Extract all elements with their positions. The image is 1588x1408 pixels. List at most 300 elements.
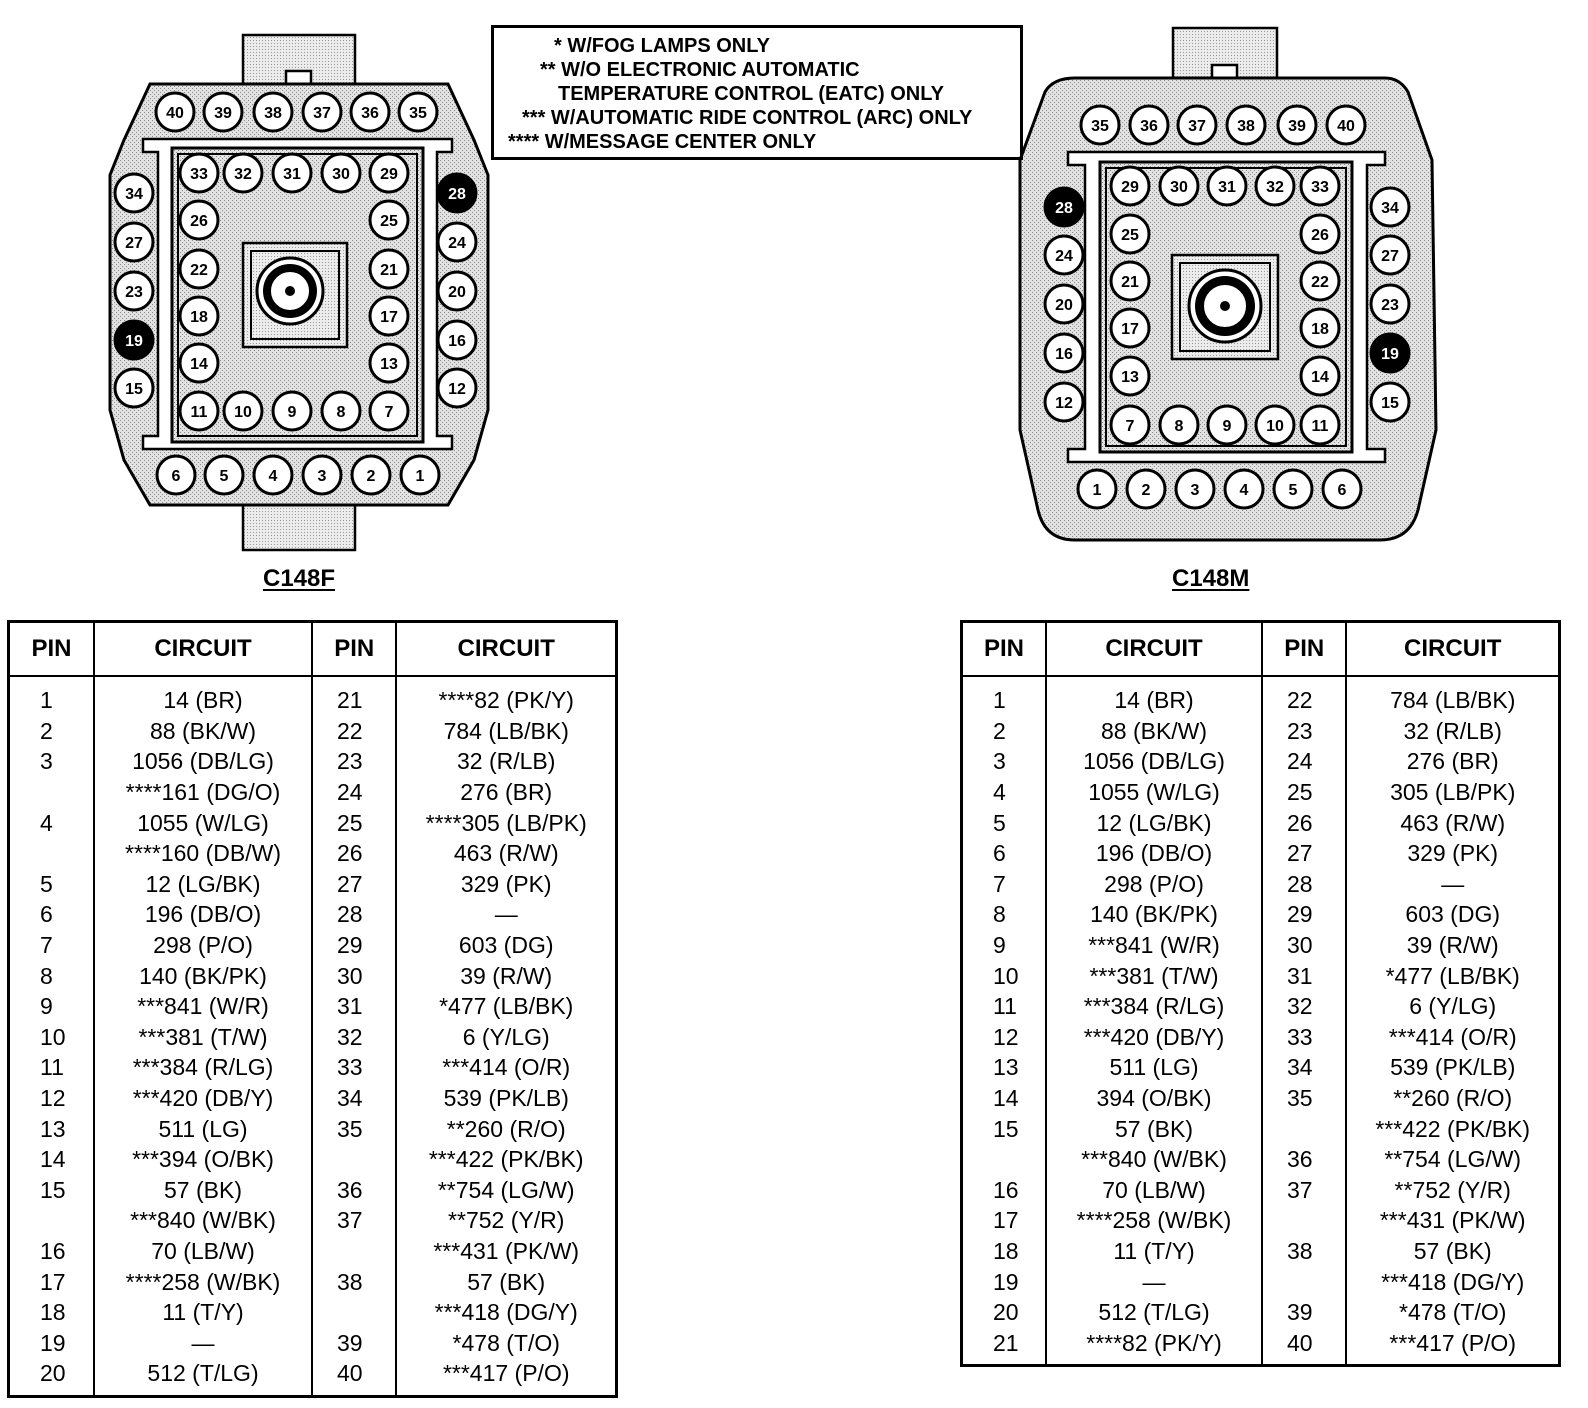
pin-25-label: 25 bbox=[380, 213, 398, 230]
pin-cell: 40 bbox=[1262, 1327, 1346, 1365]
pin-cell: 37 bbox=[312, 1205, 396, 1236]
pin-4-label: 4 bbox=[268, 468, 278, 485]
circuit-cell: ****305 (LB/PK) bbox=[396, 807, 616, 838]
circuit-cell: 57 (BK) bbox=[94, 1175, 312, 1206]
pin-38-label: 38 bbox=[264, 105, 282, 122]
pin-cell: 38 bbox=[1262, 1236, 1346, 1267]
pin-7-label: 7 bbox=[384, 404, 394, 421]
header-circuit: CIRCUIT bbox=[396, 622, 616, 677]
pin-21-label: 21 bbox=[380, 262, 398, 279]
circuit-cell: 511 (LG) bbox=[1046, 1052, 1262, 1083]
pin-27-label: 27 bbox=[1381, 248, 1399, 265]
pin-20-label: 20 bbox=[1055, 297, 1073, 314]
pin-cell: 36 bbox=[1262, 1144, 1346, 1175]
pin-30-label: 30 bbox=[332, 166, 350, 183]
pin-22-label: 22 bbox=[190, 262, 208, 279]
pin-1-label: 1 bbox=[1092, 482, 1102, 499]
pin-cell: 4 bbox=[962, 777, 1047, 808]
pin-cell: 7 bbox=[962, 869, 1047, 900]
pin-36-label: 36 bbox=[1140, 118, 1158, 135]
table-row bbox=[9, 1205, 617, 1236]
table-header-row bbox=[9, 622, 617, 677]
circuit-cell: 196 (DB/O) bbox=[94, 899, 312, 930]
pin-cell: 10 bbox=[9, 1022, 95, 1053]
pin-cell bbox=[1262, 1266, 1346, 1297]
circuit-cell: ***417 (P/O) bbox=[396, 1358, 616, 1396]
pin-cell: 35 bbox=[1262, 1083, 1346, 1114]
table-row bbox=[962, 1297, 1560, 1328]
pin-7-label: 7 bbox=[1125, 418, 1135, 435]
pin-cell: 18 bbox=[9, 1297, 95, 1328]
table-row bbox=[962, 716, 1560, 747]
pin-cell bbox=[962, 1144, 1047, 1175]
pin-2-label: 2 bbox=[366, 468, 376, 485]
table-row bbox=[962, 746, 1560, 777]
pin-30-label: 30 bbox=[1170, 179, 1188, 196]
table-row bbox=[962, 869, 1560, 900]
circuit-cell: 57 (BK) bbox=[1346, 1236, 1559, 1267]
legend-box bbox=[491, 25, 1023, 160]
circuit-cell: ***384 (R/LG) bbox=[1046, 991, 1262, 1022]
circuit-cell: *477 (LB/BK) bbox=[1346, 960, 1559, 991]
table-row bbox=[962, 1022, 1560, 1053]
circuit-cell: 140 (BK/PK) bbox=[94, 960, 312, 991]
pin-cell: 1 bbox=[9, 676, 95, 716]
pin-cell: 32 bbox=[1262, 991, 1346, 1022]
circuit-cell: 539 (PK/LB) bbox=[1346, 1052, 1559, 1083]
table-row bbox=[9, 1175, 617, 1206]
pin-11-label: 11 bbox=[190, 404, 208, 421]
pin-cell: 11 bbox=[962, 991, 1047, 1022]
circuit-cell: **754 (LG/W) bbox=[1346, 1144, 1559, 1175]
pin-cell: 38 bbox=[312, 1266, 396, 1297]
header-circuit: CIRCUIT bbox=[94, 622, 312, 677]
pin-34-label: 34 bbox=[1381, 200, 1399, 217]
circuit-cell: 276 (BR) bbox=[396, 777, 616, 808]
pin-cell: 39 bbox=[312, 1327, 396, 1358]
pin-cell: 26 bbox=[1262, 807, 1346, 838]
table-row bbox=[962, 1083, 1560, 1114]
pin-cell bbox=[312, 1297, 396, 1328]
pin-cell: 7 bbox=[9, 930, 95, 961]
pin-5-label: 5 bbox=[219, 468, 229, 485]
pin-29-label: 29 bbox=[1121, 179, 1139, 196]
table-row bbox=[9, 930, 617, 961]
table-row bbox=[9, 716, 617, 747]
circuit-cell: ***840 (W/BK) bbox=[1046, 1144, 1262, 1175]
pin-31-label: 31 bbox=[283, 166, 301, 183]
connector-c148f bbox=[110, 35, 488, 550]
header-pin: PIN bbox=[312, 622, 396, 677]
circuit-cell: 70 (LB/W) bbox=[94, 1236, 312, 1267]
pin-24-label: 24 bbox=[448, 235, 466, 252]
circuit-cell: 57 (BK) bbox=[1046, 1113, 1262, 1144]
pin-cell: 16 bbox=[9, 1236, 95, 1267]
pin-cell: 13 bbox=[962, 1052, 1047, 1083]
circuit-cell: 39 (R/W) bbox=[396, 960, 616, 991]
circuit-cell: ****82 (PK/Y) bbox=[1046, 1327, 1262, 1365]
pin-cell: 37 bbox=[1262, 1175, 1346, 1206]
pin-cell: 34 bbox=[312, 1083, 396, 1114]
circuit-cell: 12 (LG/BK) bbox=[94, 869, 312, 900]
pin-cell: 6 bbox=[962, 838, 1047, 869]
circuit-cell: 1055 (W/LG) bbox=[94, 807, 312, 838]
pin-cell: 16 bbox=[962, 1175, 1047, 1206]
circuit-cell: — bbox=[1046, 1266, 1262, 1297]
pin-16-label: 16 bbox=[1055, 346, 1073, 363]
pin-23-label: 23 bbox=[1381, 297, 1399, 314]
pin-cell: 28 bbox=[1262, 869, 1346, 900]
pin-cell bbox=[9, 777, 95, 808]
circuit-cell: **260 (R/O) bbox=[1346, 1083, 1559, 1114]
pin-22-label: 22 bbox=[1311, 274, 1329, 291]
pin-3-label: 3 bbox=[1190, 482, 1200, 499]
circuit-cell: ***422 (PK/BK) bbox=[1346, 1113, 1559, 1144]
pin-8-label: 8 bbox=[336, 404, 346, 421]
circuit-cell: *477 (LB/BK) bbox=[396, 991, 616, 1022]
header-circuit: CIRCUIT bbox=[1346, 622, 1559, 677]
table-row bbox=[9, 1358, 617, 1396]
table-row bbox=[9, 1297, 617, 1328]
table-row bbox=[9, 777, 617, 808]
pin-13-label: 13 bbox=[380, 356, 398, 373]
pin-37-label: 37 bbox=[1188, 118, 1206, 135]
pin-cell: 9 bbox=[9, 991, 95, 1022]
pin-5-label: 5 bbox=[1288, 482, 1298, 499]
pin-cell: 9 bbox=[962, 930, 1047, 961]
pin-cell: 23 bbox=[312, 746, 396, 777]
table-row bbox=[962, 991, 1560, 1022]
table-row bbox=[962, 1113, 1560, 1144]
pin-cell: 29 bbox=[1262, 899, 1346, 930]
legend-line-message: **** W/MESSAGE CENTER ONLY bbox=[508, 131, 817, 153]
pin-39-label: 39 bbox=[1288, 118, 1306, 135]
circuit-cell: 14 (BR) bbox=[94, 676, 312, 716]
pin-26-label: 26 bbox=[1311, 227, 1329, 244]
pin-38-label: 38 bbox=[1237, 118, 1255, 135]
pin-cell bbox=[1262, 1205, 1346, 1236]
pin-cell: 33 bbox=[312, 1052, 396, 1083]
table-row bbox=[962, 1327, 1560, 1365]
circuit-cell: 140 (BK/PK) bbox=[1046, 899, 1262, 930]
table-row bbox=[962, 807, 1560, 838]
pin-8-label: 8 bbox=[1174, 418, 1184, 435]
pin-cell: 14 bbox=[9, 1144, 95, 1175]
circuit-cell: ***414 (O/R) bbox=[396, 1052, 616, 1083]
circuit-cell: 39 (R/W) bbox=[1346, 930, 1559, 961]
pin-cell: 10 bbox=[962, 960, 1047, 991]
pin-37-label: 37 bbox=[313, 105, 331, 122]
circuit-cell: *478 (T/O) bbox=[396, 1327, 616, 1358]
table-row bbox=[9, 991, 617, 1022]
pin-9-label: 9 bbox=[1222, 418, 1232, 435]
circuit-cell: 784 (LB/BK) bbox=[1346, 676, 1559, 716]
pin-cell: 5 bbox=[9, 869, 95, 900]
pin-33-label: 33 bbox=[190, 166, 208, 183]
table-row bbox=[9, 1144, 617, 1175]
pin-15-label: 15 bbox=[1381, 395, 1399, 412]
pin-cell: 3 bbox=[9, 746, 95, 777]
table-row bbox=[962, 777, 1560, 808]
pin-cell bbox=[312, 1236, 396, 1267]
pin-cell: 5 bbox=[962, 807, 1047, 838]
pin-cell: 17 bbox=[9, 1266, 95, 1297]
circuit-cell: ***417 (P/O) bbox=[1346, 1327, 1559, 1365]
connector-label-c148f: C148F bbox=[263, 565, 336, 592]
table-row bbox=[9, 1022, 617, 1053]
circuit-cell: 298 (P/O) bbox=[94, 930, 312, 961]
table-row bbox=[9, 838, 617, 869]
pin-cell: 17 bbox=[962, 1205, 1047, 1236]
circuit-cell: **754 (LG/W) bbox=[396, 1175, 616, 1206]
pin-cell: 33 bbox=[1262, 1022, 1346, 1053]
circuit-cell: 305 (LB/PK) bbox=[1346, 777, 1559, 808]
pin-cell: 15 bbox=[962, 1113, 1047, 1144]
circuit-cell: ***840 (W/BK) bbox=[94, 1205, 312, 1236]
table-row bbox=[9, 676, 617, 716]
pin-cell: 13 bbox=[9, 1113, 95, 1144]
pin-cell: 14 bbox=[962, 1083, 1047, 1114]
circuit-cell: 14 (BR) bbox=[1046, 676, 1262, 716]
circuit-cell: 276 (BR) bbox=[1346, 746, 1559, 777]
table-row bbox=[9, 1083, 617, 1114]
legend-line-eatc-cont: TEMPERATURE CONTROL (EATC) ONLY bbox=[558, 83, 944, 105]
pin-17-label: 17 bbox=[1121, 321, 1139, 338]
pin-14-label: 14 bbox=[190, 356, 208, 373]
connector-c148m bbox=[1020, 28, 1436, 540]
pin-cell: 30 bbox=[1262, 930, 1346, 961]
circuit-cell: ****160 (DB/W) bbox=[94, 838, 312, 869]
header-pin: PIN bbox=[1262, 622, 1346, 677]
circuit-cell: ****161 (DG/O) bbox=[94, 777, 312, 808]
circuit-cell: 88 (BK/W) bbox=[94, 716, 312, 747]
pin-cell: 18 bbox=[962, 1236, 1047, 1267]
pin-cell bbox=[1262, 1113, 1346, 1144]
table-row bbox=[9, 960, 617, 991]
pin-cell: 39 bbox=[1262, 1297, 1346, 1328]
pin-3-label: 3 bbox=[317, 468, 327, 485]
pin-13-label: 13 bbox=[1121, 369, 1139, 386]
circuit-cell: 196 (DB/O) bbox=[1046, 838, 1262, 869]
pin-cell: 25 bbox=[312, 807, 396, 838]
pin-14-label: 14 bbox=[1311, 369, 1329, 386]
pin-cell: 22 bbox=[1262, 676, 1346, 716]
pin-15-label: 15 bbox=[125, 381, 143, 398]
pin-cell: 3 bbox=[962, 746, 1047, 777]
pin-cell: 25 bbox=[1262, 777, 1346, 808]
circuit-cell: 1055 (W/LG) bbox=[1046, 777, 1262, 808]
pin-31-label: 31 bbox=[1218, 179, 1236, 196]
pin-cell: 6 bbox=[9, 899, 95, 930]
pin-cell: 27 bbox=[1262, 838, 1346, 869]
pin-24-label: 24 bbox=[1055, 248, 1073, 265]
circuit-cell: **752 (Y/R) bbox=[396, 1205, 616, 1236]
pin-33-label: 33 bbox=[1311, 179, 1329, 196]
pin-table-c148f bbox=[7, 620, 618, 1398]
header-pin: PIN bbox=[9, 622, 95, 677]
pin-18-label: 18 bbox=[1311, 321, 1329, 338]
pin-cell: 28 bbox=[312, 899, 396, 930]
circuit-cell: 12 (LG/BK) bbox=[1046, 807, 1262, 838]
table-row bbox=[962, 930, 1560, 961]
pin-cell: 36 bbox=[312, 1175, 396, 1206]
circuit-cell: 70 (LB/W) bbox=[1046, 1175, 1262, 1206]
circuit-cell: 6 (Y/LG) bbox=[1346, 991, 1559, 1022]
pin-cell: 19 bbox=[962, 1266, 1047, 1297]
circuit-cell: ****82 (PK/Y) bbox=[396, 676, 616, 716]
pin-cell: 24 bbox=[312, 777, 396, 808]
circuit-cell: ***381 (T/W) bbox=[94, 1022, 312, 1053]
pin-cell bbox=[9, 838, 95, 869]
pin-cell bbox=[9, 1205, 95, 1236]
circuit-cell: ***422 (PK/BK) bbox=[396, 1144, 616, 1175]
pin-6-label: 6 bbox=[171, 468, 181, 485]
circuit-cell: ***418 (DG/Y) bbox=[396, 1297, 616, 1328]
circuit-cell: 11 (T/Y) bbox=[94, 1297, 312, 1328]
table-row bbox=[962, 1175, 1560, 1206]
pin-23-label: 23 bbox=[125, 284, 143, 301]
pin-35-label: 35 bbox=[1091, 118, 1109, 135]
circuit-cell: ***841 (W/R) bbox=[1046, 930, 1262, 961]
table-row bbox=[9, 1113, 617, 1144]
pin-cell: 21 bbox=[312, 676, 396, 716]
pin-32-label: 32 bbox=[234, 166, 252, 183]
table-row bbox=[962, 838, 1560, 869]
circuit-cell: ***381 (T/W) bbox=[1046, 960, 1262, 991]
circuit-cell: 394 (O/BK) bbox=[1046, 1083, 1262, 1114]
table-row bbox=[9, 869, 617, 900]
table-row bbox=[9, 1266, 617, 1297]
pin-table-c148m bbox=[960, 620, 1561, 1367]
pin-19-label: 19 bbox=[125, 333, 143, 350]
pin-9-label: 9 bbox=[287, 404, 297, 421]
circuit-cell: 463 (R/W) bbox=[1346, 807, 1559, 838]
circuit-cell: 1056 (DB/LG) bbox=[1046, 746, 1262, 777]
pin-cell: 8 bbox=[9, 960, 95, 991]
pin-28-label: 28 bbox=[1055, 200, 1073, 217]
pin-19-label: 19 bbox=[1381, 346, 1399, 363]
circuit-cell: ***841 (W/R) bbox=[94, 991, 312, 1022]
pin-39-label: 39 bbox=[214, 105, 232, 122]
pin-cell: 20 bbox=[962, 1297, 1047, 1328]
circuit-cell: 11 (T/Y) bbox=[1046, 1236, 1262, 1267]
pin-16-label: 16 bbox=[448, 333, 466, 350]
pin-1-label: 1 bbox=[415, 468, 425, 485]
pin-cell: 20 bbox=[9, 1358, 95, 1396]
circuit-cell: 32 (R/LB) bbox=[1346, 716, 1559, 747]
pin-cell: 22 bbox=[312, 716, 396, 747]
header-circuit: CIRCUIT bbox=[1046, 622, 1262, 677]
circuit-cell: — bbox=[1346, 869, 1559, 900]
pin-cell: 2 bbox=[9, 716, 95, 747]
legend-line-eatc: ** W/O ELECTRONIC AUTOMATIC bbox=[540, 59, 860, 81]
table-row bbox=[962, 676, 1560, 716]
pin-25-label: 25 bbox=[1121, 227, 1139, 244]
circuit-cell: *478 (T/O) bbox=[1346, 1297, 1559, 1328]
circuit-cell: ***420 (DB/Y) bbox=[1046, 1022, 1262, 1053]
circuit-cell: 298 (P/O) bbox=[1046, 869, 1262, 900]
circuit-cell: 603 (DG) bbox=[1346, 899, 1559, 930]
table-row bbox=[9, 899, 617, 930]
circuit-cell: 511 (LG) bbox=[94, 1113, 312, 1144]
table-row bbox=[9, 1052, 617, 1083]
table-row bbox=[962, 1266, 1560, 1297]
pin-2-label: 2 bbox=[1141, 482, 1151, 499]
pin-cell: 26 bbox=[312, 838, 396, 869]
circuit-cell: 603 (DG) bbox=[396, 930, 616, 961]
circuit-cell: **752 (Y/R) bbox=[1346, 1175, 1559, 1206]
pin-cell: 29 bbox=[312, 930, 396, 961]
circuit-cell: ***420 (DB/Y) bbox=[94, 1083, 312, 1114]
circuit-cell: 6 (Y/LG) bbox=[396, 1022, 616, 1053]
table-row bbox=[962, 960, 1560, 991]
pin-35-label: 35 bbox=[409, 105, 427, 122]
pin-26-label: 26 bbox=[190, 213, 208, 230]
pin-10-label: 10 bbox=[234, 404, 252, 421]
circuit-cell: 784 (LB/BK) bbox=[396, 716, 616, 747]
table-row bbox=[9, 807, 617, 838]
circuit-cell: 463 (R/W) bbox=[396, 838, 616, 869]
pin-34-label: 34 bbox=[125, 186, 143, 203]
circuit-cell: ***431 (PK/W) bbox=[1346, 1205, 1559, 1236]
pin-29-label: 29 bbox=[380, 166, 398, 183]
pin-10-label: 10 bbox=[1266, 418, 1284, 435]
pin-cell: 27 bbox=[312, 869, 396, 900]
table-row bbox=[962, 1052, 1560, 1083]
legend-line-arc: *** W/AUTOMATIC RIDE CONTROL (ARC) ONLY bbox=[522, 107, 973, 129]
pin-4-label: 4 bbox=[1239, 482, 1249, 499]
circuit-cell: 329 (PK) bbox=[396, 869, 616, 900]
pin-18-label: 18 bbox=[190, 309, 208, 326]
circuit-cell: 57 (BK) bbox=[396, 1266, 616, 1297]
table-row bbox=[962, 899, 1560, 930]
circuit-cell: 539 (PK/LB) bbox=[396, 1083, 616, 1114]
table-row bbox=[9, 1236, 617, 1267]
table-row bbox=[962, 1236, 1560, 1267]
pin-cell: 12 bbox=[962, 1022, 1047, 1053]
pin-40-label: 40 bbox=[1337, 118, 1355, 135]
pin-cell: 35 bbox=[312, 1113, 396, 1144]
table-header-row bbox=[962, 622, 1560, 677]
pin-cell: 8 bbox=[962, 899, 1047, 930]
table-row bbox=[962, 1205, 1560, 1236]
pin-cell: 11 bbox=[9, 1052, 95, 1083]
pin-17-label: 17 bbox=[380, 309, 398, 326]
header-pin: PIN bbox=[962, 622, 1047, 677]
pin-cell: 15 bbox=[9, 1175, 95, 1206]
connector-label-c148m: C148M bbox=[1172, 565, 1250, 592]
circuit-cell: ***418 (DG/Y) bbox=[1346, 1266, 1559, 1297]
pin-cell: 12 bbox=[9, 1083, 95, 1114]
circuit-cell: 88 (BK/W) bbox=[1046, 716, 1262, 747]
circuit-cell: ***394 (O/BK) bbox=[94, 1144, 312, 1175]
circuit-cell: **260 (R/O) bbox=[396, 1113, 616, 1144]
pin-cell: 19 bbox=[9, 1327, 95, 1358]
pin-40-label: 40 bbox=[166, 105, 184, 122]
pin-21-label: 21 bbox=[1121, 274, 1139, 291]
pin-cell: 40 bbox=[312, 1358, 396, 1396]
pin-cell: 24 bbox=[1262, 746, 1346, 777]
circuit-cell: ***414 (O/R) bbox=[1346, 1022, 1559, 1053]
pin-cell: 30 bbox=[312, 960, 396, 991]
pin-cell: 34 bbox=[1262, 1052, 1346, 1083]
pin-6-label: 6 bbox=[1337, 482, 1347, 499]
table-row bbox=[962, 1144, 1560, 1175]
circuit-cell: ****258 (W/BK) bbox=[94, 1266, 312, 1297]
pin-27-label: 27 bbox=[125, 235, 143, 252]
pin-cell: 31 bbox=[312, 991, 396, 1022]
pin-20-label: 20 bbox=[448, 284, 466, 301]
